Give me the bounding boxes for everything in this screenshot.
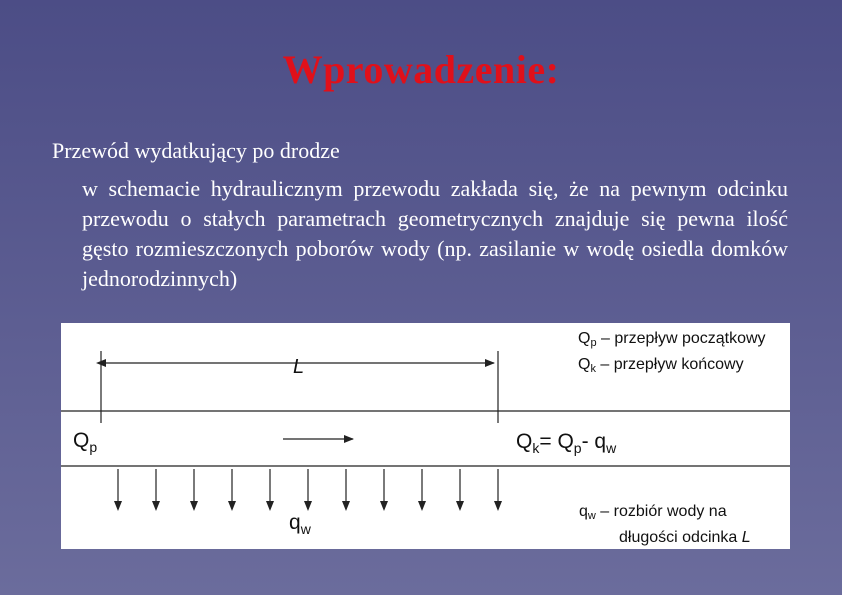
legend-qk: $Q_k$ – przepływ końcowy (578, 356, 744, 375)
withdrawal-arrow-head (380, 501, 388, 511)
qw-label: $q_w$ (289, 511, 311, 537)
withdrawal-arrows (114, 469, 502, 511)
withdrawal-arrow-head (190, 501, 198, 511)
withdrawal-arrow-head (494, 501, 502, 511)
slide-title: Wprowadzenie: (282, 47, 560, 92)
withdrawal-arrow-head (456, 501, 464, 511)
withdrawal-arrow-head (342, 501, 350, 511)
withdrawal-arrow-head (228, 501, 236, 511)
qp-label: $Q_p$ (73, 429, 98, 455)
qk-formula: $Q_k= Q_p-$ $q_w$ (516, 430, 617, 456)
legend-top (578, 328, 808, 380)
withdrawal-arrow-head (304, 501, 312, 511)
legend-qp: $Q_p$ – przepływ początkowy (578, 330, 766, 349)
legend-qw-line2: długości odcinka L (619, 529, 751, 546)
length-label: L (293, 356, 305, 378)
section-heading: Przewód wydatkujący po drodze (52, 138, 340, 163)
withdrawal-arrow-head (114, 501, 122, 511)
withdrawal-arrow-head (152, 501, 160, 511)
withdrawal-arrow-head (266, 501, 274, 511)
description-paragraph: w schemacie hydraulicznym przewodu zakłada się, że na pewnym odcinku przewodu o stałych parametrach geometrycznych znajduje się pewna ilość gęsto rozmieszczonych poborów wody (np. zasilanie w wodę osiedla domków jednorodzinnych) (82, 176, 788, 291)
legend-qw: $q_w$ – rozbiór wody na (579, 503, 727, 522)
legend-bottom (579, 501, 789, 549)
withdrawal-arrow-head (418, 501, 426, 511)
